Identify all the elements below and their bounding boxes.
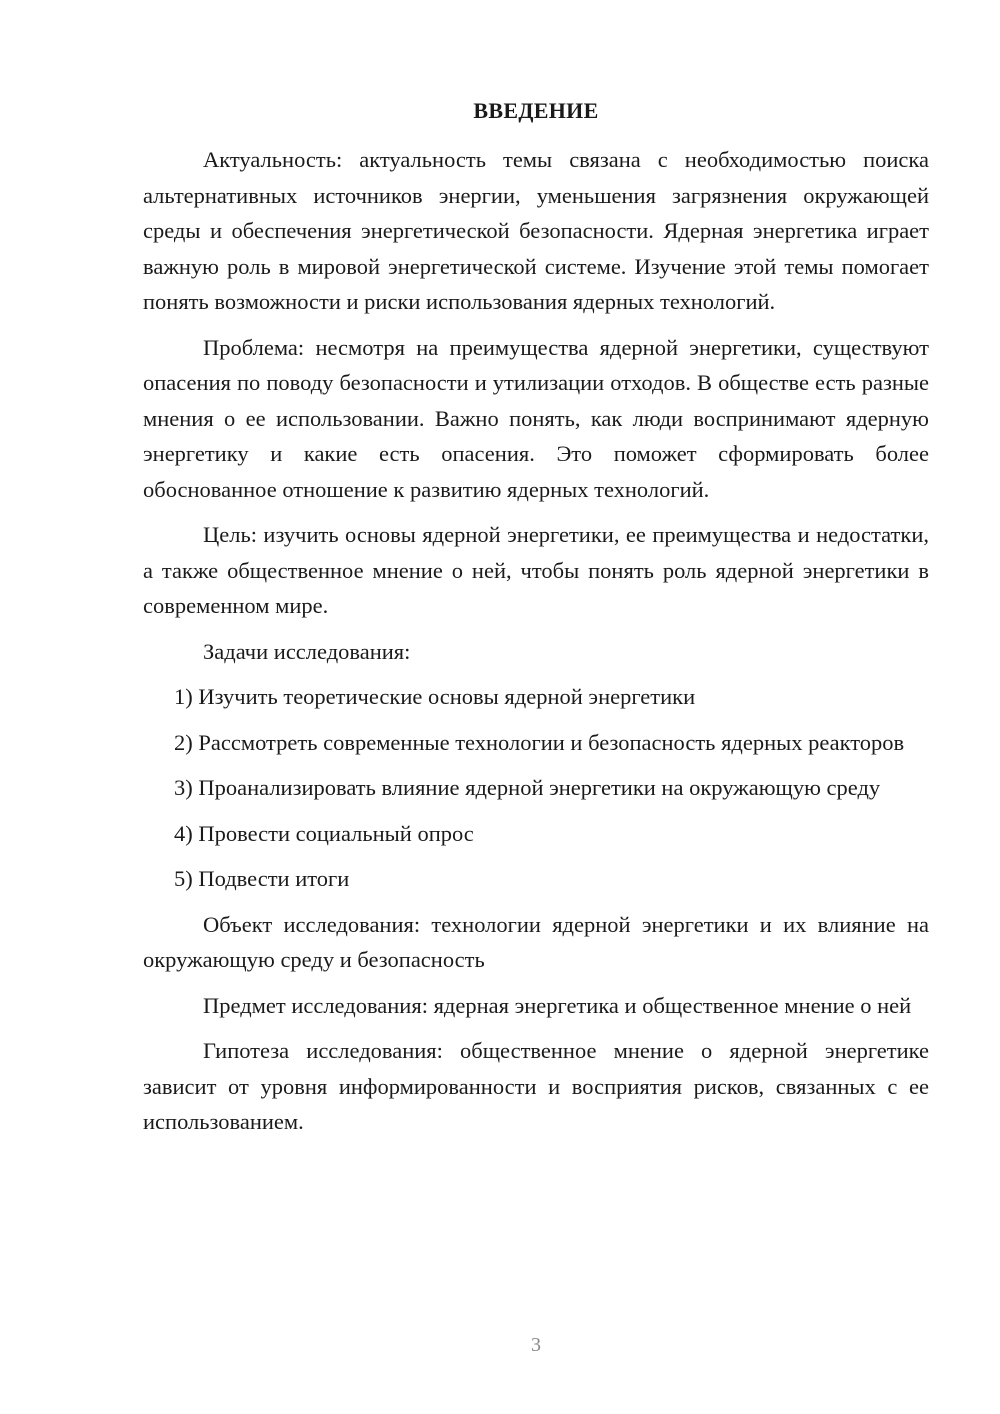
task-item-2: 2) Рассмотреть современные технологии и безопасность ядерных реакторов	[174, 729, 905, 755]
task-item-4: 4) Провести социальный опрос	[174, 820, 474, 846]
paragraph-subject: Предмет исследования: ядерная энергетика и общественное мнение о ней	[203, 992, 912, 1018]
task-item-3: 3) Проанализировать влияние ядерной энергетики на окружающую среду	[174, 775, 881, 800]
paragraph-hypothesis: Гипотеза исследования: общественное мнение о ядерной энергетике зависит от уровня информированности и восприятия рисков, связанных с ее использованием.	[143, 1038, 929, 1134]
task-item-5: 5) Подвести итоги	[174, 866, 350, 891]
paragraph-goal: Цель: изучить основы ядерной энергетики, ее преимущества и недостатки, а также общественное мнение о ней, чтобы понять роль ядерной энергетики в современном мире.	[143, 522, 929, 618]
paragraph-relevance: Актуальность: актуальность темы связана с необходимостью поиска альтернативных источников энергии, уменьшения загрязнения окружающей среды и обеспечения энергетической безопасности. Ядерная энергетика играет важную роль в мировой энергетической системе. Изучение этой темы помогает понять возможности и риски использования ядерных технологий.	[143, 147, 929, 314]
task-item-1: 1) Изучить теоретические основы ядерной энергетики	[174, 684, 696, 709]
document-body	[143, 142, 929, 1150]
paragraph-problem: Проблема: несмотря на преимущества ядерной энергетики, существуют опасения по поводу безопасности и утилизации отходов. В обществе есть разные мнения о ее использовании. Важно понять, как люди воспринимают ядерную энергетику и какие есть опасения. Это поможет сформировать более обоснованное отношение к развитию ядерных технологий.	[143, 334, 929, 502]
page-title: ВВЕДЕНИЕ	[473, 98, 599, 123]
paragraph-object: Объект исследования: технологии ядерной энергетики и их влияние на окружающую среду и безопасность	[143, 911, 929, 972]
paragraph-tasks-heading: Задачи исследования:	[203, 638, 411, 664]
page-number: 3	[531, 1334, 541, 1356]
